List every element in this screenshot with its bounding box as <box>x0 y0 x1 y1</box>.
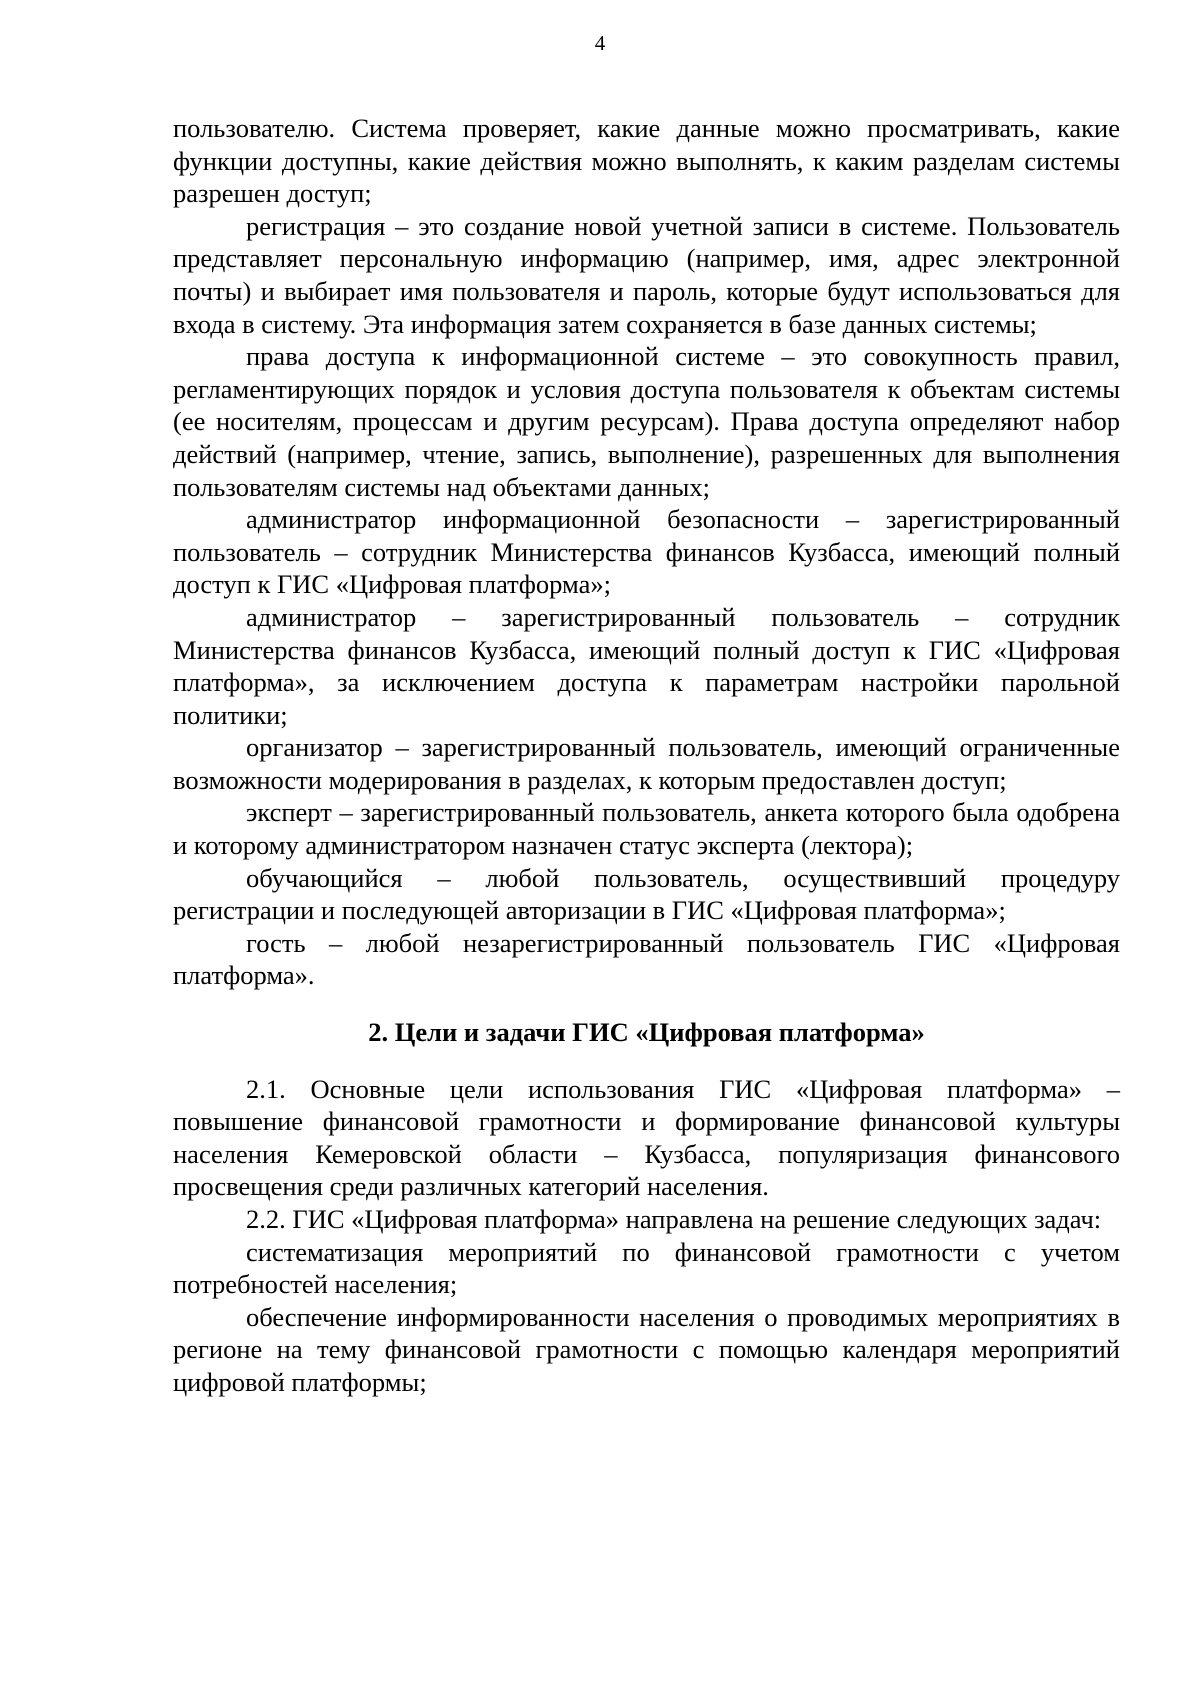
page-number: 4 <box>594 31 606 55</box>
paragraph-tasks-intro: 2.2. ГИС «Цифровая платформа» направлена на решение следующих задач: <box>246 1204 1102 1234</box>
paragraph-task-information: обеспечение информированности населения о проводимых мероприятиях в регионе на тему финансовой грамотности с помощью календаря мероприятий цифровой платформы; <box>173 1301 1120 1397</box>
paragraph-admin: администратор – зарегистрированный пользователь – сотрудник Министерства финансов Кузбасса, имеющий полный доступ к ГИС «Цифровая платформа», за исключением доступа к параметрам настройки парольной политики; <box>173 601 1120 730</box>
paragraph-goals: 2.1. Основные цели использования ГИС «Цифровая платформа» – повышение финансовой грамотности и формирование финансовой культуры населения Кемеровской области – Кузбасса, популяризация финансового просвещения среди различных категорий населения. <box>173 1073 1120 1202</box>
paragraph-security-admin: администратор информационной безопасности – зарегистрированный пользователь – сотрудник Министерства финансов Кузбасса, имеющий полный доступ к ГИС «Цифровая платформа»; <box>173 504 1120 600</box>
section-heading: 2. Цели и задачи ГИС «Цифровая платформа» <box>368 1017 925 1048</box>
paragraph-task-systematization: систематизация мероприятий по финансовой грамотности с учетом потребностей населения; <box>173 1236 1120 1300</box>
paragraph-guest: гость – любой незарегистрированный пользователь ГИС «Цифровая платформа». <box>173 927 1120 991</box>
paragraph-access-rights: права доступа к информационной системе – это совокупность правил, регламентирующих порядок и условия доступа пользователя к объектам системы (ее носителям, процессам и другим ресурсам). Права доступа определяют набор действий (например, чтение, запись, выполнение), разрешенных для выполнения пользователям системы над объектами данных; <box>173 341 1120 502</box>
paragraph-organizer: организатор – зарегистрированный пользователь, имеющий ограниченные возможности модерирования в разделах, к которым предоставлен доступ; <box>173 732 1120 795</box>
paragraph-authorization-continuation: пользователю. Система проверяет, какие данные можно просматривать, какие функции доступны, какие действия можно выполнять, к каким разделам системы разрешен доступ; <box>173 113 1120 209</box>
paragraph-expert: эксперт – зарегистрированный пользователь, анкета которого была одобрена и которому администратором назначен статус эксперта (лектора); <box>173 797 1120 861</box>
paragraph-learner: обучающийся – любой пользователь, осуществивший процедуру регистрации и последующей авторизации в ГИС «Цифровая платформа»; <box>173 862 1120 926</box>
document-body <box>173 112 1120 1399</box>
paragraph-registration: регистрация – это создание новой учетной записи в системе. Пользователь представляет персональную информацию (например, имя, адрес электронной почты) и выбирает имя пользователя и пароль, которые будут использоваться для входа в систему. Эта информация затем сохраняется в базе данных системы; <box>173 210 1120 339</box>
